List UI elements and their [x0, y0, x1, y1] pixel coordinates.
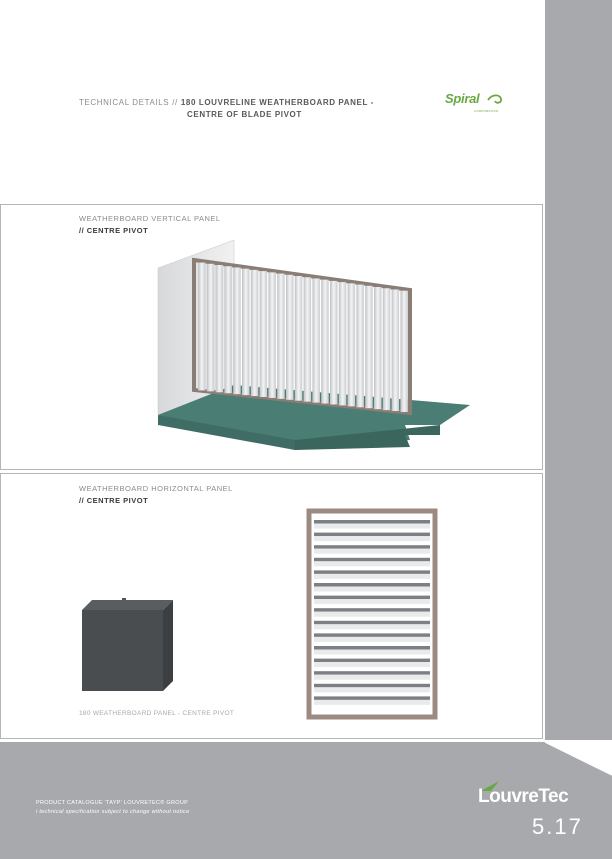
page-header: [79, 97, 374, 119]
vertical-blade: [356, 285, 364, 408]
weatherboard-module-render: [78, 596, 178, 696]
horizontal-blade: [314, 545, 430, 554]
vertical-blade: [268, 272, 276, 398]
spiral-logo: Spiral: [445, 91, 480, 106]
horizontal-blade: [314, 696, 430, 705]
vertical-blade: [304, 277, 312, 401]
header-title-line2: CENTRE OF BLADE PIVOT: [187, 110, 302, 119]
horizontal-section-subtitle: // CENTRE PIVOT: [79, 496, 149, 505]
horizontal-blade: [314, 684, 430, 693]
horizontal-section-title: WEATHERBOARD HORIZONTAL PANEL: [79, 484, 233, 493]
louvretec-logo: LouvreTec: [478, 786, 569, 807]
horizontal-blade: [314, 596, 430, 605]
horizontal-blade: [314, 558, 430, 567]
vertical-panel-render: [150, 235, 480, 455]
horizontal-blade: [314, 633, 430, 642]
horizontal-blade: [314, 621, 430, 630]
page-number: 5.17: [532, 814, 583, 839]
vertical-blade: [224, 266, 232, 393]
horizontal-blade: [314, 520, 430, 529]
vertical-section-subtitle: // CENTRE PIVOT: [79, 226, 149, 235]
vertical-blade: [392, 289, 400, 411]
vertical-blade: [286, 275, 294, 400]
vertical-blade: [295, 276, 303, 401]
vertical-blade: [321, 280, 329, 404]
vertical-blade: [242, 269, 250, 395]
vertical-blade: [348, 283, 356, 406]
vertical-blade: [374, 287, 382, 409]
spiral-logo-subtext: CORPORATION: [474, 109, 499, 113]
spiral-swirl-icon: [486, 92, 504, 106]
vertical-blade: [330, 281, 338, 405]
vertical-blade: [260, 271, 268, 397]
horizontal-blade: [314, 646, 430, 655]
header-prefix: TECHNICAL DETAILS: [79, 98, 170, 107]
header-title-line1: 180 LOUVRELINE WEATHERBOARD PANEL -: [180, 98, 374, 107]
module-caption: 180 WEATHERBOARD PANEL - CENTRE PIVOT: [79, 710, 235, 717]
vertical-blade: [216, 265, 224, 392]
vertical-blade: [365, 286, 373, 408]
horizontal-blade: [314, 608, 430, 617]
horizontal-blade: [314, 671, 430, 680]
horizontal-blade: [314, 533, 430, 542]
vertical-blade: [339, 282, 347, 405]
vertical-blade: [312, 278, 320, 402]
horizontal-blade: [314, 583, 430, 592]
vertical-blade: [251, 270, 258, 396]
horizontal-blade: [314, 659, 430, 668]
vertical-blade: [207, 264, 215, 392]
vertical-blade: [400, 291, 408, 412]
vertical-section-title: WEATHERBOARD VERTICAL PANEL: [79, 214, 221, 223]
header-separator: //: [172, 98, 178, 107]
footer-catalogue-line: PRODUCT CATALOGUE 'TAYP' LOUVRETEC® GROUP: [36, 800, 189, 806]
vertical-blade: [277, 274, 285, 399]
vertical-blade: [233, 267, 241, 394]
footer-disclaimer-line: i technical specification subject to change without notice: [36, 809, 190, 815]
vertical-blade: [198, 263, 206, 391]
horizontal-panel-render: [306, 508, 438, 720]
horizontal-blade: [314, 570, 430, 579]
vertical-blade: [383, 288, 391, 410]
